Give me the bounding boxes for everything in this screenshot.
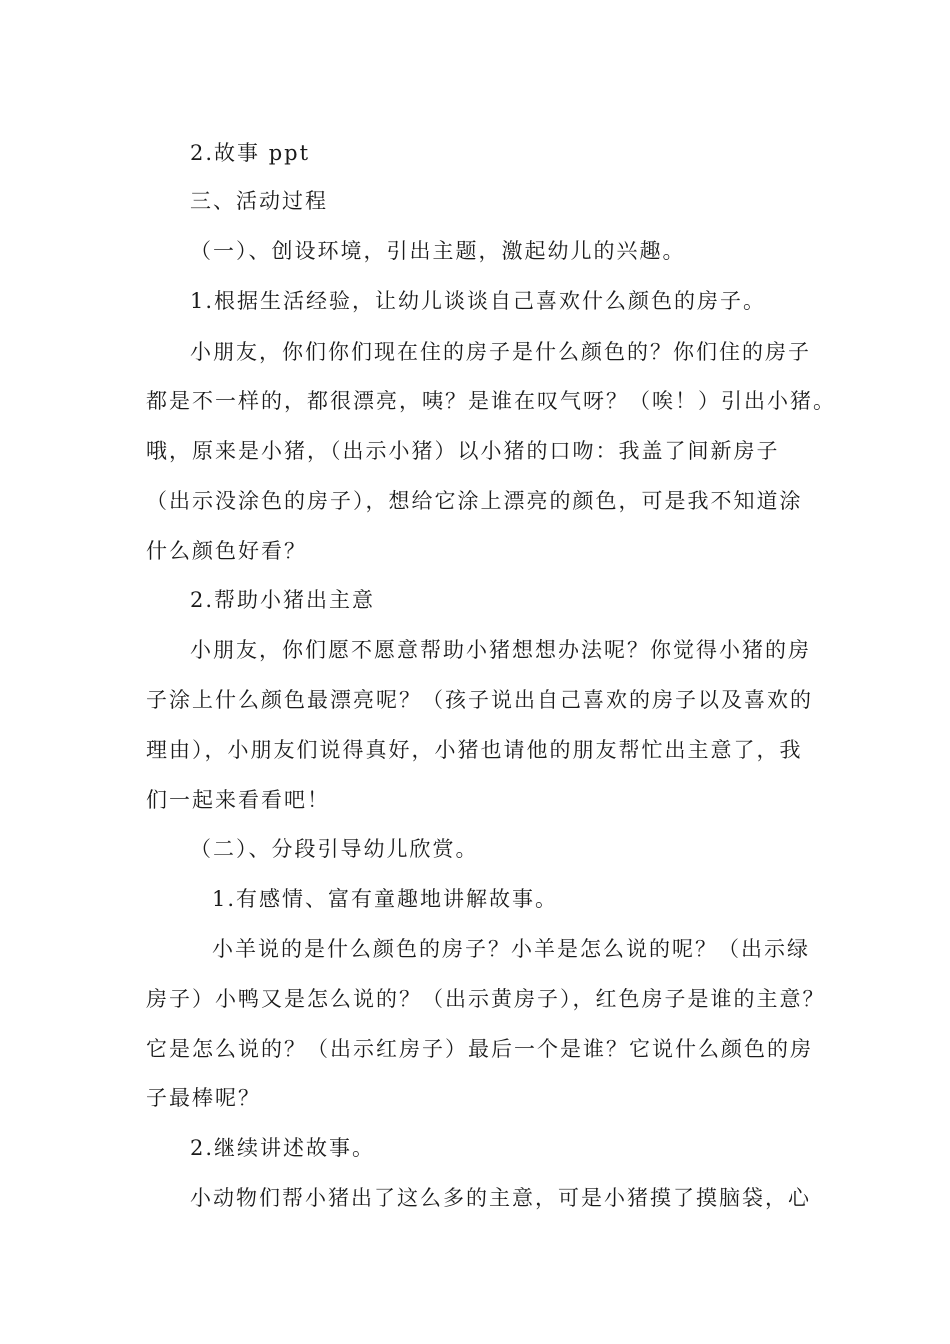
subsection-heading-1: （一）、创设环境，引出主题，激起幼儿的兴趣。 [190,239,686,263]
paragraph-line: 房子）小鸭又是怎么说的？（出示黄房子），红色房子是谁的主意？ [146,987,826,1011]
material-item-2: 2.故事 ppt [190,141,311,165]
step-heading-1b: 1.有感情、富有童趣地讲解故事。 [212,887,559,911]
paragraph-line: 小朋友，你们你们现在住的房子是什么颜色的？你们住的房子 [190,340,811,364]
paragraph-line: 都是不一样的，都很漂亮，咦？是谁在叹气呀？（唉！）引出小猪。 [146,389,836,413]
step-heading-2: 2.帮助小猪出主意 [190,588,376,612]
paragraph-line: （出示没涂色的房子），想给它涂上漂亮的颜色，可是我不知道涂 [146,489,803,513]
paragraph-line: 理由），小朋友们说得真好，小猪也请他的朋友帮忙出主意了，我 [146,738,803,762]
paragraph-line: 子涂上什么颜色最漂亮呢？（孩子说出自己喜欢的房子以及喜欢的 [146,688,813,712]
paragraph-line: 什么颜色好看？ [146,539,307,563]
paragraph-line: 小羊说的是什么颜色的房子？小羊是怎么说的呢？（出示绿 [212,937,810,961]
paragraph-line: 小朋友，你们愿不愿意帮助小猪想想办法呢？你觉得小猪的房 [190,638,811,662]
paragraph-line: 们一起来看看吧！ [146,788,330,812]
step-heading-1: 1.根据生活经验，让幼儿谈谈自己喜欢什么颜色的房子。 [190,289,767,313]
section-heading-activity-process: 三、活动过程 [190,189,328,213]
subsection-heading-2: （二）、分段引导幼儿欣赏。 [190,837,479,861]
paragraph-line: 子最棒呢？ [146,1086,261,1110]
paragraph-line: 小动物们帮小猪出了这么多的主意，可是小猪摸了摸脑袋，心 [190,1186,811,1210]
step-heading-2b: 2.继续讲述故事。 [190,1136,376,1160]
paragraph-line: 哦，原来是小猪，（出示小猪）以小猪的口吻：我盖了间新房子 [146,439,780,463]
paragraph-line: 它是怎么说的？（出示红房子）最后一个是谁？它说什么颜色的房 [146,1037,813,1061]
